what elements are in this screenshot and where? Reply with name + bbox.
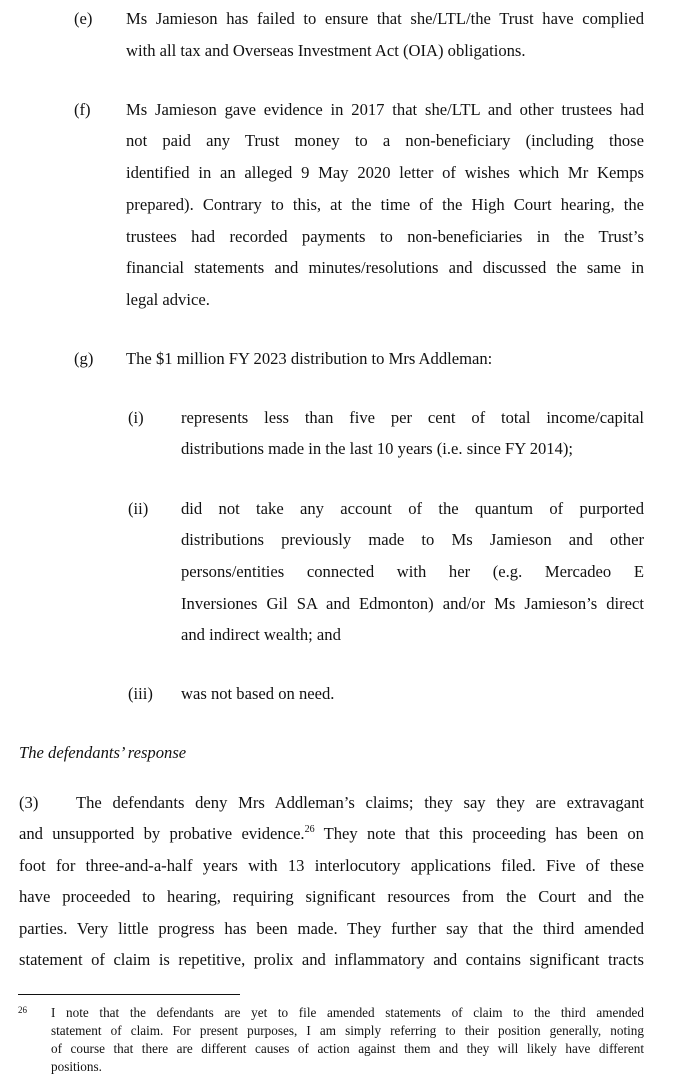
footnote-text-line: of course that there are different causes of action against them and they will likely have different xyxy=(51,1041,644,1056)
item-text-line: identified in an alleged 9 May 2020 letter of wishes which Mr Kemps xyxy=(126,163,644,182)
footnote-text-line: statement of claim. For present purposes, I am simply referring to their position generally, noting xyxy=(51,1023,644,1038)
item-text-line: Ms Jamieson gave evidence in 2017 that she/LTL and other trustees had xyxy=(126,100,644,119)
paragraph-text-line: parties. Very little progress has been made. They further say that the third amended xyxy=(19,919,644,938)
item-text-line: legal advice. xyxy=(126,290,210,309)
footnote-divider xyxy=(18,994,240,995)
subitem-text-line: persons/entities connected with her (e.g. Mercadeo E xyxy=(181,562,644,581)
subitem-label: (i) xyxy=(128,408,144,427)
paragraph-text-line: The defendants deny Mrs Addleman’s claims; they say they are extravagant xyxy=(76,793,644,812)
item-label: (f) xyxy=(74,100,91,119)
subitem-label: (ii) xyxy=(128,499,149,518)
subitem-text-line: was not based on need. xyxy=(181,684,335,703)
item-text-line: with all tax and Overseas Investment Act (OIA) obligations. xyxy=(126,41,526,60)
footnote-reference[interactable]: 26 xyxy=(304,824,315,835)
item-text-line: financial statements and minutes/resolutions and discussed the same in xyxy=(126,258,644,277)
paragraph-text-line: statement of claim is repetitive, prolix and inflammatory and contains significant tracts xyxy=(19,950,644,969)
subitem-text-line: represents less than five per cent of total income/capital xyxy=(181,408,644,427)
paragraph-text-line xyxy=(19,824,644,844)
subitem-text-line: Inversiones Gil SA and Edmonton) and/or Ms Jamieson’s direct xyxy=(181,594,644,613)
item-text-line: The $1 million FY 2023 distribution to Mrs Addleman: xyxy=(126,349,493,368)
item-label: (e) xyxy=(74,9,93,28)
item-text-line: trustees had recorded payments to non-beneficiaries in the Trust’s xyxy=(126,227,644,246)
paragraph-label: (3) xyxy=(19,793,39,812)
footnote-text-line: I note that the defendants are yet to file amended statements of claim to the third amended xyxy=(51,1005,644,1020)
section-heading: The defendants’ response xyxy=(19,743,187,762)
item-text-line: not paid any Trust money to a non-beneficiary (including those xyxy=(126,131,644,150)
paragraph-text: and unsupported by probative evidence. xyxy=(19,824,305,843)
item-text-line: Ms Jamieson has failed to ensure that she/LTL/the Trust have complied xyxy=(126,9,644,28)
subitem-text-line: distributions previously made to Ms Jamieson and other xyxy=(181,530,644,549)
subitem-text-line: did not take any account of the quantum of purported xyxy=(181,499,644,518)
paragraph-text: They note that this proceeding has been on xyxy=(314,824,644,843)
paragraph-text-line: foot for three-and-a-half years with 13 interlocutory applications filed. Five of these xyxy=(19,856,644,875)
subitem-label: (iii) xyxy=(128,684,153,703)
footnote-text-line: positions. xyxy=(51,1059,102,1074)
item-label: (g) xyxy=(74,349,94,368)
subitem-text-line: distributions made in the last 10 years (i.e. since FY 2014); xyxy=(181,439,574,458)
paragraph-text-line: have proceeded to hearing, requiring significant resources from the Court and the xyxy=(19,887,644,906)
subitem-text-line: and indirect wealth; and xyxy=(181,625,341,644)
item-text-line: prepared). Contrary to this, at the time of the High Court hearing, the xyxy=(126,195,644,214)
footnote-number: 26 xyxy=(18,1005,27,1015)
